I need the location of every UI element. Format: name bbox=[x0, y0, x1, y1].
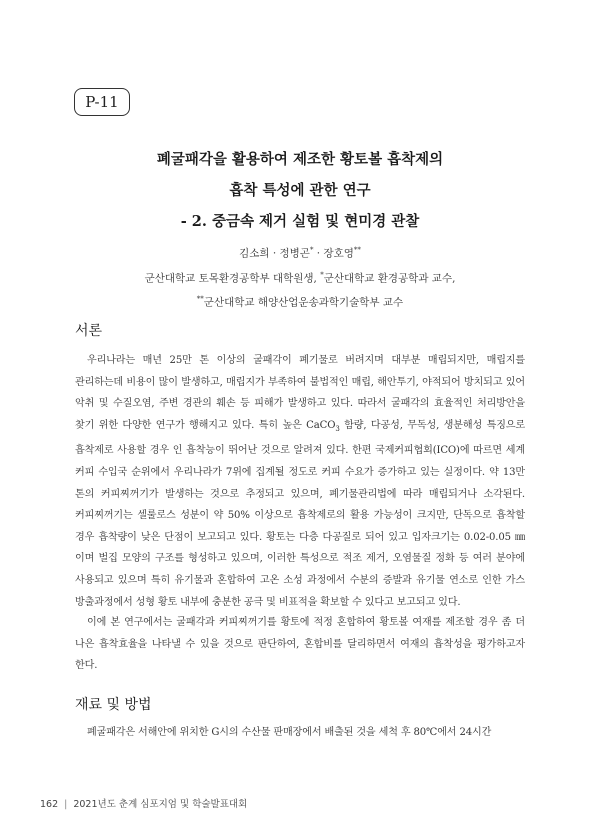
title-line-2: 흡착 특성에 관한 연구 bbox=[229, 182, 371, 199]
intro-paragraph-2: 이에 본 연구에서는 굴패각과 커피찌꺼기를 황토에 적정 혼합하여 황토볼 여재를 제조할 경우 좀 더 나은 흡착효율을 나타낼 수 있을 것으로 판단하여, 혼합비를 달리하면서 여재의 흡착성을 평가하고자 한다. bbox=[75, 617, 525, 672]
page-footer bbox=[40, 796, 247, 810]
title-line-3: - 2. 중금속 제거 실험 및 현미경 관찰 bbox=[180, 213, 420, 230]
intro-paragraph-1: 우리나라는 매년 25만 톤 이상의 굴패각이 폐기물로 버려지며 대부분 매립되지만, 매립지를 관리하는데 비용이 많이 발생하고, 매립지가 부족하여 불법적인 매립, 해안투기, 야적되어 방치되고 있어 악취 및 수질오염, 주변 경관의 훼손 등 피해가 발생하고 있다. 따라서 굴패각의 효율적인 처리방안을 찾기 위한 다양한 연구가 행해지고 있다. 특히 높은 CaCO$_3$ 함량, 다공성, 무독성, 생분해성 특징으로 흡착제로 사용할 경우 인 흡착능이 뛰어난 것으로 알려져 있다. 한편 국제커피협회(ICO)에 따르면 세계 커피 수입국 순위에서 우리나라가 7위에 집계될 정도로 커피 수요가 증가하고 있는 실정이다. 약 13만 톤의 커피찌꺼기가 발생하는 것으로 추정되고 있으며, 폐기물관리법에 따라 매립되거나 소각된다. 커피찌꺼기는 셀룰로스 성분이 약 50% 이상으로 흡착제로의 활용 가능성이 크지만, 단독으로 흡착할 경우 흡착량이 낮은 단점이 보고되고 있다. 황토는 다층 다공질로 되어 있고 입자크기는 0.02-0.05 ㎜이며 벌집 모양의 구조를 형성하고 있으며, 이러한 특성으로 적조 제거, 오염물질 정화 등 여러 분야에 사용되고 있으며 특히 유기물과 혼합하여 고온 소성 과정에서 수분의 증발과 유기물 연소로 인한 가스 방출과정에서 성형 황토 내부에 충분한 공극 및 비표적을 확보할 수 있다고 보고되고 있다. bbox=[75, 355, 525, 608]
author-names: 김소희 · 정병곤* · 장호영** bbox=[239, 246, 361, 260]
footer-text: 2021년도 춘계 심포지엄 및 학술발표대회 bbox=[73, 799, 248, 810]
section-heading-introduction: 서론 bbox=[75, 323, 103, 339]
affiliation-line-1: 군산대학교 토목환경공학부 대학원생, *군산대학교 환경공학과 교수, bbox=[144, 270, 456, 284]
affiliation-line-2: **군산대학교 해양산업운송과학기술학부 교수 bbox=[196, 295, 404, 309]
poster-number-badge: P-11 bbox=[74, 88, 130, 116]
authors-block bbox=[60, 240, 540, 314]
paper-title bbox=[60, 144, 540, 237]
footer-separator: | bbox=[64, 799, 68, 810]
methods-paragraph-1: 폐굴패각은 서해안에 위치한 G시의 수산물 판매장에서 배출된 것을 세척 후 80℃에서 24시간 bbox=[87, 727, 492, 738]
section-heading-methods: 재료 및 방법 bbox=[75, 697, 152, 713]
title-line-1: 폐굴패각을 활용하여 제조한 황토볼 흡착제의 bbox=[156, 151, 444, 168]
page-number: 162 bbox=[40, 799, 59, 810]
